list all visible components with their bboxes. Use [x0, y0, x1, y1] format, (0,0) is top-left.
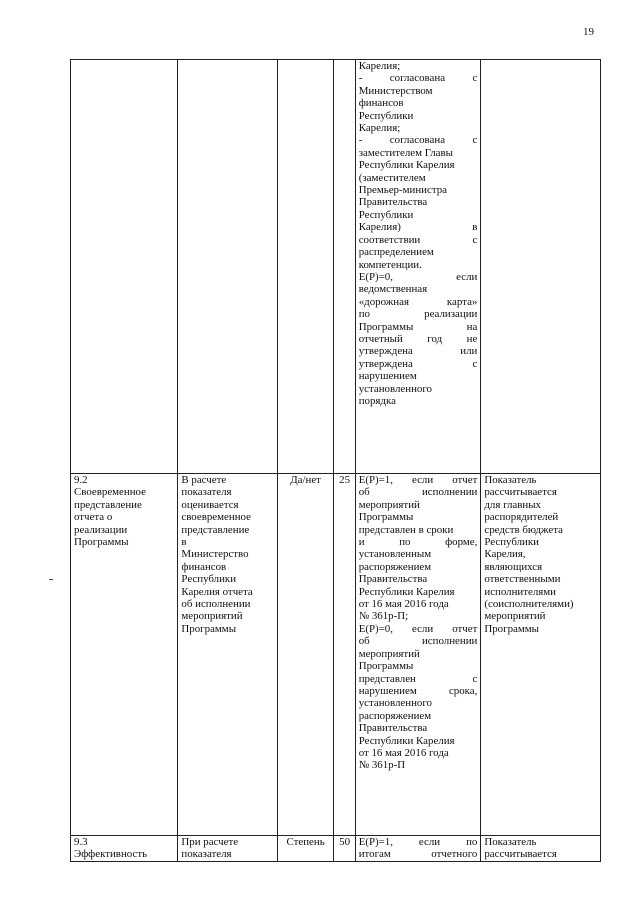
description-line: представление: [181, 523, 250, 536]
note-line: мероприятий: [484, 610, 546, 623]
formula-line: и по форме,: [358, 536, 478, 549]
table-row: [71, 60, 601, 474]
formula-line: нарушением срока,: [358, 684, 478, 697]
formula-line: Программы: [358, 511, 414, 524]
formula-line: Правительства: [358, 196, 428, 209]
unit-value: Да/нет: [290, 474, 321, 486]
formula-line: Карелия;: [358, 122, 401, 135]
note-line: исполнителями: [484, 585, 556, 598]
formula-line: установленного: [358, 382, 432, 395]
formula-cell: [355, 60, 481, 474]
description-line: финансов: [181, 560, 227, 573]
formula-line: представлен в сроки: [358, 523, 454, 536]
indicator-name-line: реализации: [74, 523, 128, 536]
weight-cell: [334, 836, 355, 862]
formula-line: об исполнении: [358, 486, 478, 499]
formula-line: Республики: [358, 109, 414, 122]
formula-line: по реализации: [358, 308, 478, 321]
note-line: распорядителей: [484, 511, 559, 524]
note-cell: [481, 60, 601, 474]
formula-line: «дорожная карта»: [358, 295, 478, 308]
formula-line: (заместителем: [358, 171, 426, 184]
formula-line: нарушением: [358, 370, 417, 383]
formula-line: порядка: [358, 394, 396, 407]
note-line: рассчитывается: [484, 486, 557, 499]
note-line: для главных: [484, 498, 541, 511]
formula-line: Правительства: [358, 722, 428, 735]
formula-line: Карелия;: [358, 60, 401, 72]
indicator-number: 9.3: [74, 836, 88, 848]
indicator-name-cell: [71, 836, 178, 862]
formula-line: от 16 мая 2016 года: [358, 598, 449, 611]
weight-value: 50: [339, 836, 351, 848]
formula-line: № 361р-П: [358, 759, 406, 772]
formula-line: распоряжением: [358, 560, 432, 573]
formula-line: отчетный год не: [358, 332, 478, 345]
table-row: [71, 836, 601, 862]
note-line: Показатель: [484, 474, 537, 486]
formula-line: Программы: [358, 660, 414, 673]
description-line: В расчете: [181, 474, 227, 486]
formula-line: Е(Р)=0, если: [358, 270, 478, 283]
formula-line: Республики: [358, 208, 414, 221]
formula-line: мероприятий: [358, 498, 420, 511]
formula-line: мероприятий: [358, 647, 420, 660]
formula-line: - согласована с: [358, 72, 478, 85]
formula-line: компетенции.: [358, 258, 422, 271]
formula-line: установленным: [358, 548, 432, 561]
table-row: [71, 474, 601, 836]
note-line: Карелия,: [484, 548, 526, 561]
note-line: ответственными: [484, 573, 561, 586]
note-line: (соисполнителями): [484, 598, 574, 611]
formula-line: Правительства: [358, 573, 428, 586]
formula-line: установленного: [358, 697, 432, 710]
unit-cell: [277, 836, 334, 862]
formula-line: Е(Р)=1, если отчет: [358, 474, 478, 486]
note-line: являющихся: [484, 560, 543, 573]
formula-line: Премьер-министра: [358, 184, 447, 197]
description-line: Карелия отчета: [181, 585, 253, 598]
indicator-table: [70, 59, 601, 862]
note-line: рассчитывается: [484, 848, 557, 861]
description-line: показателя: [181, 848, 232, 861]
formula-line: ведомственная: [358, 283, 428, 296]
formula-line: Карелия) в: [358, 221, 478, 234]
indicator-name-cell: [71, 474, 178, 836]
indicator-name-cell: [71, 60, 178, 474]
formula-line: Республики Карелия: [358, 159, 455, 172]
formula-line: утверждена или: [358, 345, 478, 358]
note-cell: [481, 474, 601, 836]
note-line: Программы: [484, 622, 539, 635]
page-number: 19: [583, 26, 594, 38]
indicator-name-line: отчета о: [74, 511, 113, 524]
formula-line: распоряжением: [358, 709, 432, 722]
unit-cell: [277, 474, 334, 836]
calculation-description-cell: [178, 60, 277, 474]
formula-line: финансов: [358, 97, 404, 110]
note-line: Республики: [484, 536, 539, 549]
formula-line: - согласована с: [358, 134, 478, 147]
note-cell: [481, 836, 601, 862]
description-line: Министерство: [181, 548, 249, 561]
calculation-description-cell: [178, 474, 277, 836]
margin-mark: [49, 579, 53, 580]
formula-line: итогам отчетного: [358, 848, 478, 861]
formula-line: Республики Карелия: [358, 734, 455, 747]
description-line: Республики: [181, 573, 237, 586]
formula-line: заместителем Главы: [358, 146, 453, 159]
formula-line: Е(Р)=0, если отчет: [358, 622, 478, 635]
unit-value: Степень: [286, 836, 325, 848]
description-line: в: [181, 536, 187, 549]
weight-cell: [334, 474, 355, 836]
weight-cell: [334, 60, 355, 474]
formula-line: представлен с: [358, 672, 478, 685]
description-line: Программы: [181, 622, 237, 635]
formula-line: № 361р-П;: [358, 610, 409, 623]
note-line: Показатель: [484, 836, 537, 848]
calculation-description-cell: [178, 836, 277, 862]
formula-line: соответствии с: [358, 233, 478, 246]
description-line: показателя: [181, 486, 232, 499]
formula-line: утверждена с: [358, 357, 478, 370]
note-line: средств бюджета: [484, 523, 563, 536]
indicator-name-line: представление: [74, 498, 142, 511]
indicator-name-line: Своевременное: [74, 486, 146, 499]
indicator-name-line: Программы: [74, 536, 129, 549]
indicator-name-line: Эффективность: [74, 848, 148, 861]
description-line: При расчете: [181, 836, 239, 848]
formula-line: Республики Карелия: [358, 585, 455, 598]
formula-cell: [355, 474, 481, 836]
indicator-number: 9.2: [74, 474, 88, 486]
formula-cell: [355, 836, 481, 862]
unit-cell: [277, 60, 334, 474]
formula-line: Е(Р)=1, если по: [358, 836, 478, 848]
formula-line: Министерством: [358, 84, 433, 97]
formula-line: распределением: [358, 246, 434, 259]
weight-value: 25: [339, 474, 351, 486]
description-line: об исполнении: [181, 598, 251, 611]
formula-line: Программы на: [358, 320, 478, 333]
description-line: оценивается: [181, 498, 239, 511]
formula-line: от 16 мая 2016 года: [358, 746, 449, 759]
formula-line: об исполнении: [358, 635, 478, 648]
description-line: своевременное: [181, 511, 251, 524]
description-line: мероприятий: [181, 610, 243, 623]
